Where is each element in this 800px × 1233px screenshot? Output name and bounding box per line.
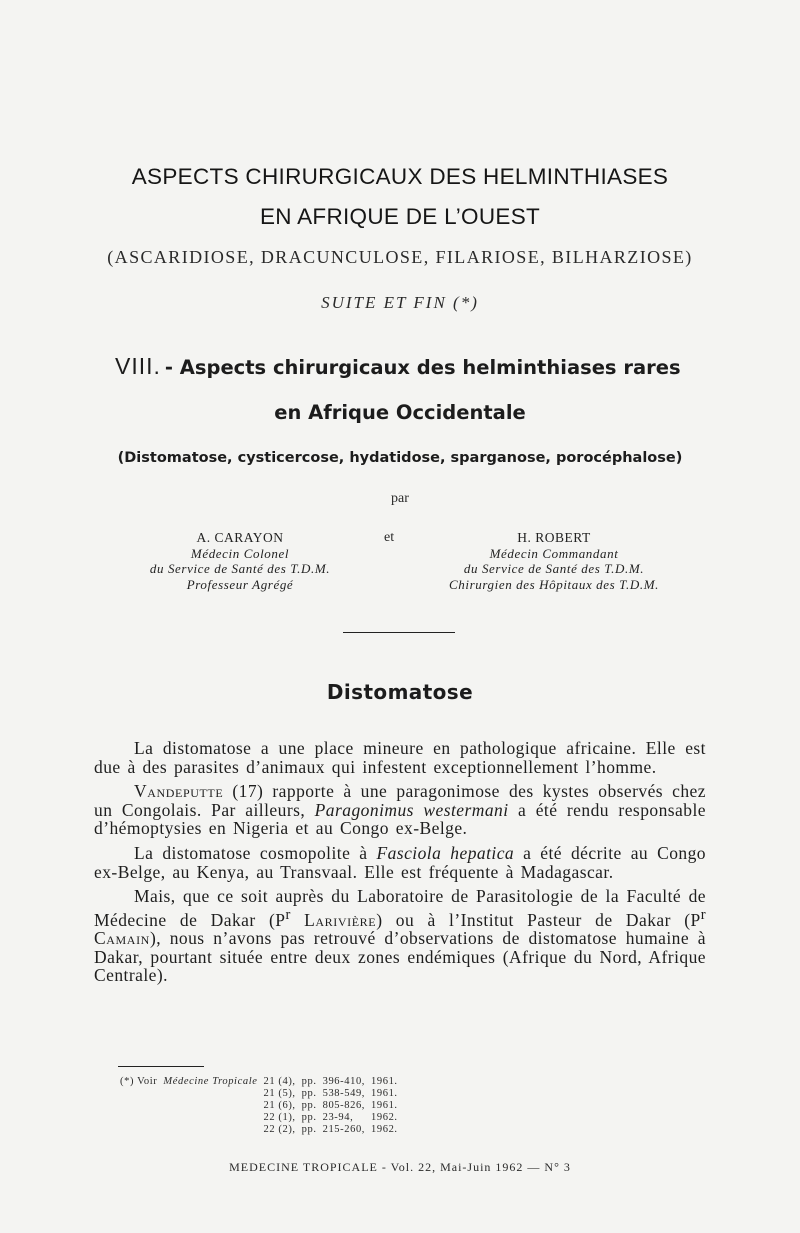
byline-par: par <box>391 491 409 506</box>
paragraph-text: La distomatose cosmopolite à <box>134 842 377 863</box>
paragraph <box>94 844 706 881</box>
article-subtitle: (ASCARIDIOSE, DRACUNCULOSE, FILARIOSE, BILHARZIOSE) <box>107 247 693 267</box>
footnote-rule <box>118 1066 204 1067</box>
ref-volume: 21 (5), <box>263 1088 296 1099</box>
section-heading-line2: en Afrique Occidentale <box>274 401 526 424</box>
section-number: VIII. <box>115 353 161 379</box>
paragraph-text: a été rendu responsable d’hémoptysies en Nigeria et au Congo ex-Belge. <box>94 799 706 839</box>
author-role: Professeur Agrégé <box>186 576 294 592</box>
separator-rule <box>343 632 455 633</box>
author-role: Médecin Commandant <box>489 545 619 561</box>
ref-year: 1961. <box>371 1088 398 1099</box>
ref-volume: 22 (2), <box>263 1124 296 1135</box>
footnote-journal: Médecine Tropicale <box>163 1076 258 1087</box>
ref-pp: pp. <box>301 1100 317 1111</box>
paragraph-text: ), nous n’avons pas retrouvé d’observations de distomatose humaine à Dakar, pourtant située entre deux zones endémiques (Afrique du Nord, Afrique Centrale). <box>94 928 706 986</box>
author-name: A. CARAYON <box>196 530 284 545</box>
title-superscript: r <box>285 906 291 923</box>
paragraph: La distomatose a une place mineure en pathologique africaine. Elle est due à des parasites d’animaux qui infestent exceptionnellement l’homme. <box>94 738 706 777</box>
paragraph-text: a été décrite au Congo ex-Belge, au Kenya, au Transvaal. Elle est fréquente à Madagascar. <box>94 842 707 882</box>
article-body <box>94 739 706 991</box>
ref-volume: 22 (1), <box>263 1112 296 1123</box>
footnote-row <box>120 1100 404 1112</box>
footnote-references <box>120 1076 404 1136</box>
footnote-row <box>120 1112 404 1124</box>
ref-pages: 215-260, <box>322 1124 366 1135</box>
author-role: Médecin Colonel <box>190 545 290 561</box>
ref-volume: 21 (4), <box>263 1076 296 1087</box>
ref-year: 1961. <box>371 1076 398 1087</box>
section-title: Distomatose <box>326 680 474 704</box>
ref-year: 1962. <box>371 1124 398 1135</box>
author-role: du Service de Santé des T.D.M. <box>149 561 331 576</box>
byline-et: et <box>384 530 395 545</box>
species-name: Fasciola hepatica <box>376 842 515 863</box>
ref-year: 1961. <box>371 1100 398 1111</box>
species-name: Paragonimus westermani <box>314 799 509 820</box>
footnote-row <box>120 1076 404 1088</box>
section-heading-topics: (Distomatose, cysticercose, hydatidose, sparganose, porocéphalose) <box>117 450 683 466</box>
ref-pages: 805-826, <box>322 1100 366 1111</box>
ref-pp: pp. <box>301 1088 317 1099</box>
paragraph <box>94 782 706 838</box>
author-role: Chirurgien des Hôpitaux des T.D.M. <box>449 576 659 592</box>
article-title-line1: ASPECTS CHIRURGICAUX DES HELMINTHIASES <box>131 164 669 189</box>
footnote <box>120 1076 404 1136</box>
author-role: du Service de Santé des T.D.M. <box>463 561 645 576</box>
ref-pp: pp. <box>301 1124 317 1135</box>
author-block-2 <box>404 530 704 592</box>
footnote-row <box>120 1088 404 1100</box>
cited-author: Vandeputte <box>134 781 224 802</box>
continuation-note: SUITE ET FIN (*) <box>321 293 479 312</box>
page-footer: MEDECINE TROPICALE - Vol. 22, Mai-Juin 1962 — N° 3 <box>229 1160 571 1174</box>
ref-pp: pp. <box>301 1076 317 1087</box>
cited-person: Camain <box>94 928 150 949</box>
paragraph <box>94 887 706 985</box>
ref-pages: 538-549, <box>322 1088 366 1099</box>
ref-pages: 396-410, <box>322 1076 366 1087</box>
section-heading-line1 <box>115 353 725 380</box>
author-block-1 <box>90 530 390 592</box>
ref-pp: pp. <box>301 1112 317 1123</box>
paragraph-text: Mais, que ce soit auprès du Laboratoire de Parasitologie de la Faculté de Médecine de Dakar (P <box>94 886 706 930</box>
article-title-line2: EN AFRIQUE DE L’OUEST <box>259 204 541 229</box>
footnote-intro: (*) Voir <box>120 1076 158 1087</box>
paragraph-text: (17) rapporte à une paragonimose des kystes observés chez un Congolais. Par ailleurs, <box>94 781 706 820</box>
footnote-row <box>120 1124 404 1136</box>
ref-pages: 23-94, <box>322 1112 354 1123</box>
ref-volume: 21 (6), <box>263 1100 296 1111</box>
ref-year: 1962. <box>371 1112 398 1123</box>
author-name: H. ROBERT <box>517 530 591 545</box>
title-superscript: r <box>700 906 706 923</box>
cited-person: Larivière <box>304 909 377 930</box>
section-heading-text: - Aspects chirurgicaux des helminthiases rares <box>164 356 681 379</box>
paragraph-text: ) ou à l’Institut Pasteur de Dakar (P <box>376 909 701 930</box>
